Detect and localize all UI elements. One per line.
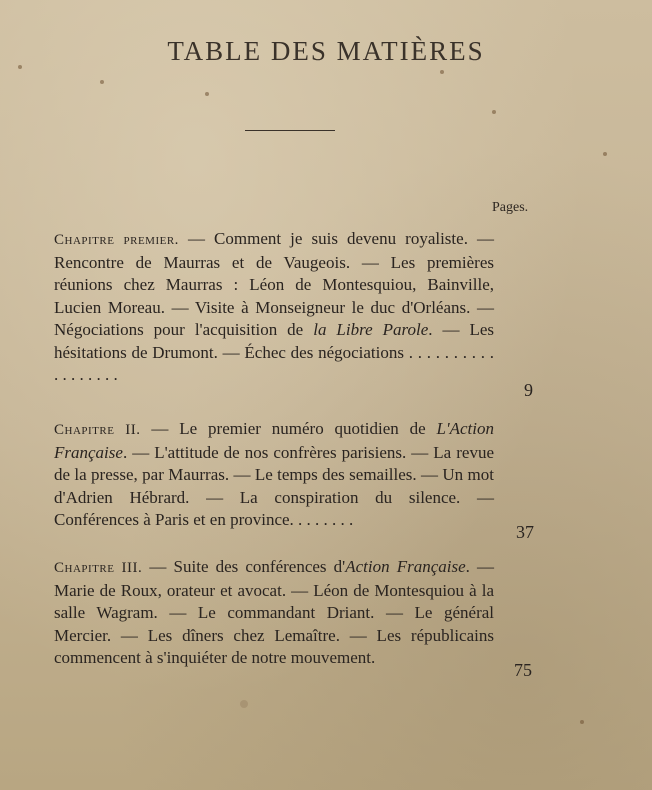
publication-title: la Libre Parole [313, 320, 429, 339]
page-number: 75 [514, 660, 532, 680]
foxing-spot [440, 70, 444, 74]
toc-entry-chapter-1 [54, 228, 494, 387]
title-rule [245, 130, 335, 131]
toc-entry-chapter-2 [54, 418, 494, 532]
chapter-summary-continued: . — Marie de Roux, orateur et avocat. — Léon de Montesquiou à la salle Wagram. — Le commandant Driant. — Le général Mercier. — Les dîners chez Lemaître. — Les républicains commencent à s'inquiéter de notre mouvement. [54, 557, 495, 667]
chapter-heading: Chapitre II. [54, 422, 141, 438]
foxing-spot [240, 700, 248, 708]
publication-title: L'Action Française [54, 419, 494, 462]
pages-column-label: Pages. [492, 200, 529, 215]
foxing-spot [205, 92, 209, 96]
page-number: 9 [524, 380, 533, 400]
page-title: TABLE DES MATIÈRES [167, 36, 485, 66]
foxing-spot [603, 152, 607, 156]
toc-entry-chapter-3 [54, 556, 494, 670]
chapter-summary: — Le premier numéro quotidien de [140, 419, 437, 438]
publication-title: Action Française [345, 557, 466, 576]
page-number: 37 [516, 522, 534, 542]
chapter-summary: — Suite des conférences d' [142, 557, 346, 576]
chapter-heading: Chapitre III. [54, 560, 143, 576]
foxing-spot [580, 720, 584, 724]
foxing-spot [100, 80, 104, 84]
chapter-summary-continued: . — Les hésitations de Drumont. — Échec des négociations . . . . . . . . . . . . . . . . . . [54, 320, 495, 384]
chapter-summary: — Comment je suis devenu royaliste. — Rencontre de Maurras et de Vaugeois. — Les premières réunions chez Maurras : Léon de Montesquiou, Bainville, Lucien Moreau. — Visite à Monseigneur le duc d'Orléans. — Négociations pour l'acquisition de [54, 229, 495, 339]
foxing-spot [492, 110, 496, 114]
chapter-heading: Chapitre premier. [54, 232, 179, 248]
chapter-summary-continued: . — L'attitude de nos confrères parisiens. — La revue de la presse, par Maurras. — Le temps des semailles. — Un mot d'Adrien Hébrard. — La conspiration du silence. — Conférences à Paris et en province. . . . . . . . [54, 442, 494, 529]
